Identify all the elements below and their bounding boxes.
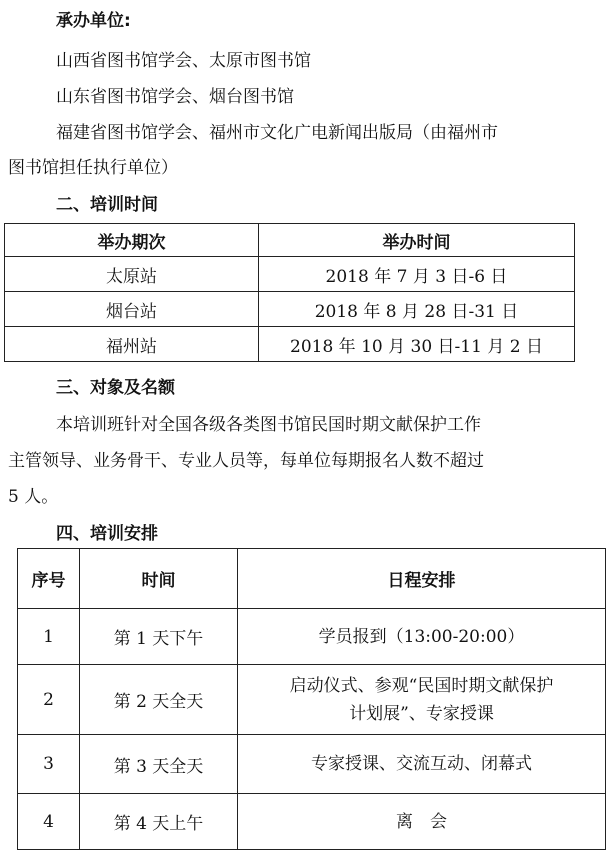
column-header: 序号	[18, 549, 80, 609]
section-target-heading: 三、对象及名额	[56, 378, 175, 398]
target-text-line: 主管领导、业务骨干、专业人员等，每单位每期报名人数不超过	[8, 451, 484, 471]
number-cell: 3	[18, 735, 80, 794]
number-cell: 2	[18, 665, 80, 735]
plan-cell	[238, 735, 606, 794]
organizer-item-fujian-cont: 图书馆担任执行单位）	[8, 158, 178, 178]
plan-cell	[238, 794, 606, 850]
plan-text: 离 会	[396, 811, 447, 832]
station-cell: 太原站	[5, 257, 259, 292]
number-cell: 4	[18, 794, 80, 850]
dates-cell: 2018 年 7 月 3 日-6 日	[259, 257, 575, 292]
plan-text: 计划展”、专家授课	[349, 703, 494, 724]
table-row	[5, 292, 575, 327]
column-header: 举办期次	[5, 224, 259, 257]
organizer-item: 山西省图书馆学会、太原市图书馆	[56, 51, 311, 71]
table-row	[5, 327, 575, 362]
section-schedule-heading: 四、培训安排	[56, 524, 158, 544]
plan-text: 启动仪式、参观“民国时期文献保护	[289, 675, 554, 696]
organizers-heading: 承办单位:	[56, 11, 131, 31]
organizer-item-fujian: 福建省图书馆学会、福州市文化广电新闻出版局（由福州市	[56, 123, 498, 143]
time-cell: 第 4 天上午	[80, 794, 238, 850]
station-cell: 福州站	[5, 327, 259, 362]
time-cell: 第 3 天全天	[80, 735, 238, 794]
table-row	[18, 735, 606, 794]
plan-cell	[238, 665, 606, 735]
column-header: 举办时间	[259, 224, 575, 257]
table-header-row	[18, 549, 606, 609]
training-time-table	[4, 223, 575, 362]
table-row	[5, 257, 575, 292]
plan-cell	[238, 609, 606, 665]
number-cell: 1	[18, 609, 80, 665]
column-header: 日程安排	[238, 549, 606, 609]
time-cell: 第 1 天下午	[80, 609, 238, 665]
section-time-heading: 二、培训时间	[56, 195, 158, 215]
table-header-row	[5, 224, 575, 257]
dates-cell: 2018 年 10 月 30 日-11 月 2 日	[259, 327, 575, 362]
table-row	[18, 609, 606, 665]
target-text-line: 本培训班针对全国各级各类图书馆民国时期文献保护工作	[56, 415, 481, 435]
plan-text: 专家授课、交流互动、闭幕式	[311, 754, 532, 774]
plan-text: 学员报到（13:00-20:00）	[318, 626, 525, 647]
table-row	[18, 665, 606, 735]
station-cell: 烟台站	[5, 292, 259, 327]
column-header: 时间	[80, 549, 238, 609]
dates-cell: 2018 年 8 月 28 日-31 日	[259, 292, 575, 327]
time-cell: 第 2 天全天	[80, 665, 238, 735]
table-row	[18, 794, 606, 850]
schedule-table	[17, 548, 606, 850]
organizer-item: 山东省图书馆学会、烟台图书馆	[56, 87, 294, 107]
target-text-line: 5 人。	[8, 487, 59, 507]
